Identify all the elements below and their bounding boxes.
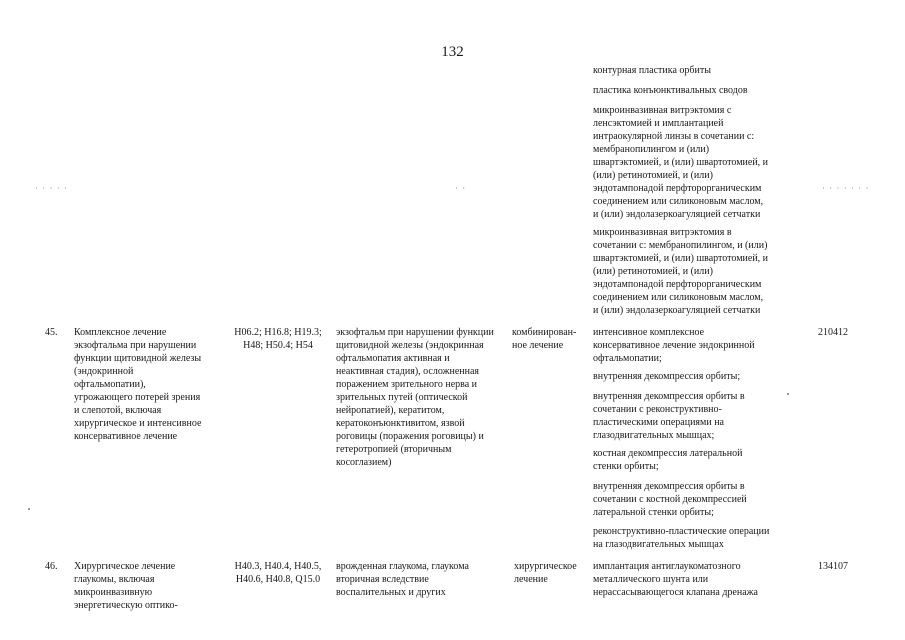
row-treatment-type: хирургическое лечение xyxy=(514,561,577,585)
row-cost: 134107 xyxy=(818,561,848,572)
scan-artifact xyxy=(28,508,30,510)
procedure-text: микроинвазивная витрэктомия в сочетании с: мембранопилингом, и (или) швартэктомией, и (или) швартотомией, и (или) ретинотомией, и (или) эндотампонадой перфторорганическим соединением или силиконовым маслом, и (или) эндолазеркоагуляцией сетчатки xyxy=(593,227,769,316)
row-number: 46. xyxy=(45,561,58,572)
row-method: реконструктивно-пластические операции на глазодвигательных мышцах xyxy=(593,526,770,550)
row-name: Комплексное лечение экзофтальма при нарушении функции щитовидной железы (эндокринной офтальмопатии), угрожающего потерей зрения и слепотой, включая хирургическое и интенсивное консервативное лечение xyxy=(74,327,202,442)
row-model: врожденная глаукома, глаукома вторичная вследствие воспалительных и других xyxy=(336,561,469,598)
row-number: 45. xyxy=(45,327,58,338)
row-method: внутренняя декомпрессия орбиты в сочетании с костной декомпрессией латеральной стенки орбиты; xyxy=(593,481,747,518)
procedure-text: микроинвазивная витрэктомия с ленсэктомией и имплантацией интраокулярной линзы в сочетании с: мембранопилингом и (или) швартэктомией, и (или) швартотомией, и (или) ретинотомией, и (или) эндотампонадой перфторорганическим соединением или силиконовым маслом, и (или) эндолазеркоагуляцией сетчатки xyxy=(593,105,769,220)
row-method: интенсивное комплексное консервативное лечение эндокринной офтальмопатии; xyxy=(593,327,755,364)
row-name: Хирургическое лечение глаукомы, включая микроинвазивную энергетическую оптико- xyxy=(74,561,178,611)
page-number: 132 xyxy=(441,44,464,60)
row-model: экзофтальм при нарушении функции щитовидной железы (эндокринная офтальмопатия активная и неактивная стадия), осложненная поражением зрительного нерва и зрительных путей (оптической нейропатией), кератитом, кератоконъюнктивитом, язвой роговицы (поражения роговицы) и гетеротропией (вторичным косоглазием) xyxy=(336,327,494,468)
scan-artifact xyxy=(787,393,789,395)
row-cost: 210412 xyxy=(818,327,848,338)
row-codes: H06.2; H16.8; H19.3; H48; H50.4; H54 xyxy=(234,327,322,351)
row-method: костная декомпрессия латеральной стенки орбиты; xyxy=(593,448,743,472)
scan-artifact: · · · · · xyxy=(35,183,68,193)
row-method: внутренняя декомпрессия орбиты; xyxy=(593,371,741,382)
row-treatment-type: комбинирован- ное лечение xyxy=(512,327,577,351)
row-codes: H40.3, H40.4, H40.5, H40.6, H40.8, Q15.0 xyxy=(234,561,322,585)
procedure-text: контурная пластика орбиты xyxy=(593,65,711,76)
procedure-text: пластика конъюнктивальных сводов xyxy=(593,85,748,96)
scan-artifact: · · · · · · · xyxy=(822,183,870,193)
row-method: внутренняя декомпрессия орбиты в сочетании с реконструктивно- пластическими операциями на глазодвигательных мышцах; xyxy=(593,391,745,441)
scan-artifact: · · xyxy=(455,183,467,193)
row-method: имплантация антиглаукоматозного металлического шунта или нерассасывающегося клапана дренажа xyxy=(593,561,758,598)
